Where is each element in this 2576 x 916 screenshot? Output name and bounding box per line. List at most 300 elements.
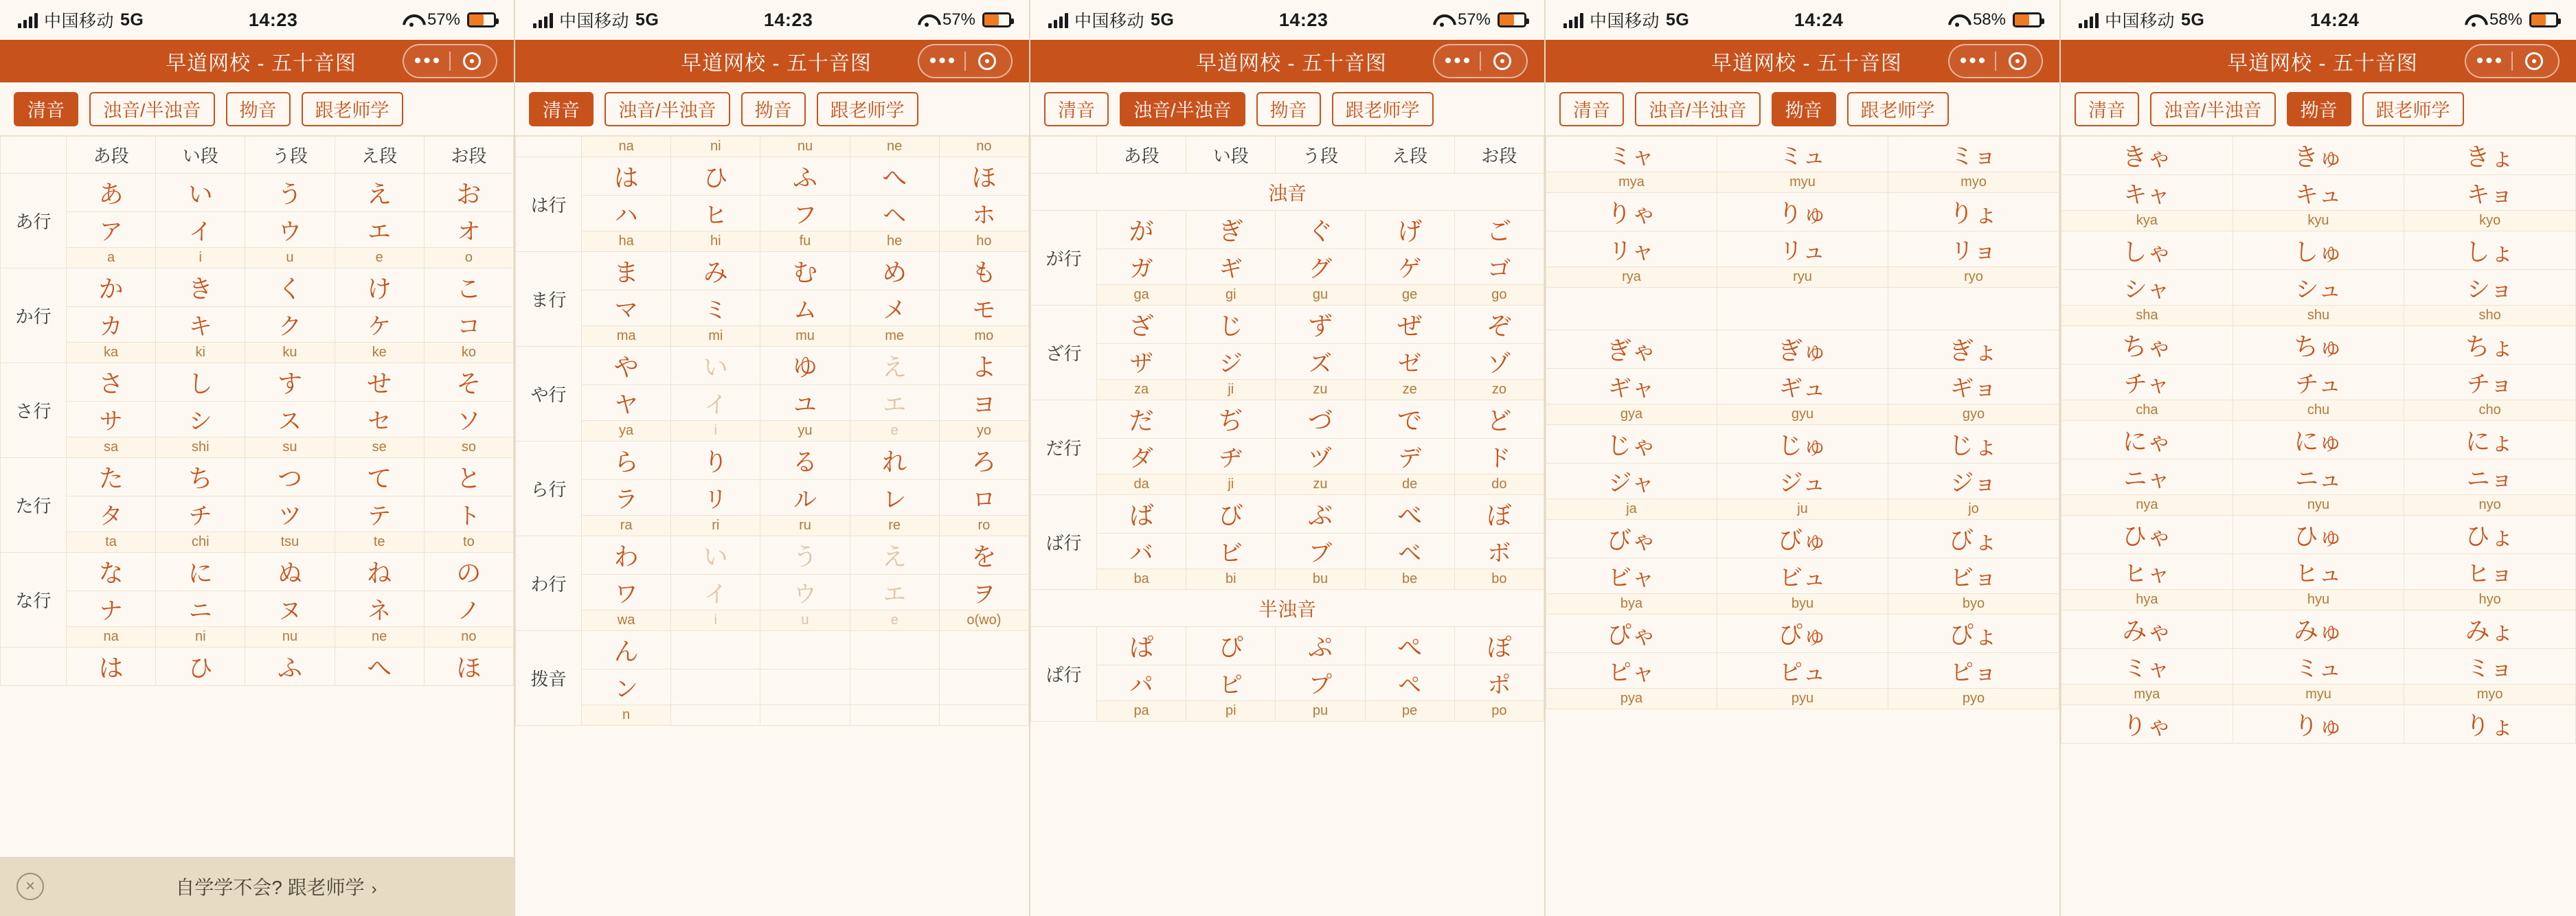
- kana-cell[interactable]: サ: [67, 402, 156, 437]
- kana-cell[interactable]: り: [671, 442, 760, 480]
- romaji-cell: go: [1454, 285, 1544, 306]
- chevron-right-icon: ›: [371, 880, 377, 898]
- kana-cell[interactable]: ぎゃ: [1546, 330, 1717, 369]
- kana-cell[interactable]: わ: [582, 536, 671, 575]
- kana-cell[interactable]: ら: [582, 442, 671, 480]
- tab-teacher[interactable]: 跟老师学: [817, 92, 918, 126]
- kana-cell[interactable]: ポ: [1454, 665, 1544, 701]
- kana-cell[interactable]: キャ: [2061, 175, 2233, 211]
- kana-cell[interactable]: ゼ: [1365, 344, 1454, 380]
- tab-seion[interactable]: 清音: [14, 92, 78, 126]
- table-row: [1546, 137, 2059, 172]
- kana-cell[interactable]: ひょ: [2404, 516, 2576, 554]
- kana-cell[interactable]: ふ: [245, 648, 335, 686]
- kana-cell[interactable]: ち: [156, 458, 245, 496]
- romaji-cell: gu: [1276, 285, 1365, 306]
- kana-cell[interactable]: ぞ: [1454, 306, 1544, 344]
- kana-cell[interactable]: ショ: [2404, 270, 2576, 306]
- kana-cell[interactable]: い: [156, 174, 245, 212]
- kana-cell[interactable]: エ: [850, 575, 939, 610]
- target-icon[interactable]: [2513, 52, 2555, 70]
- kana-cell[interactable]: ノ: [424, 591, 513, 627]
- kana-cell[interactable]: デ: [1365, 439, 1454, 474]
- kana-cell[interactable]: グ: [1276, 249, 1365, 285]
- kana-cell[interactable]: の: [424, 553, 513, 591]
- kana-cell[interactable]: リャ: [1546, 231, 1717, 267]
- kana-cell[interactable]: お: [424, 174, 513, 212]
- kana-cell[interactable]: ザ: [1097, 344, 1186, 380]
- kana-cell[interactable]: ギ: [1186, 249, 1276, 285]
- kana-cell[interactable]: にゅ: [2233, 421, 2404, 459]
- tab-dakuon[interactable]: 浊音/半浊音: [1635, 92, 1761, 126]
- kana-table: [0, 136, 514, 686]
- kana-cell[interactable]: ヘ: [850, 196, 939, 231]
- romaji-cell: hya: [2061, 590, 2233, 610]
- kana-cell[interactable]: ぴゃ: [1546, 615, 1717, 653]
- more-dots-icon[interactable]: •••: [2476, 49, 2505, 72]
- kana-cell[interactable]: い: [671, 347, 760, 385]
- kana-cell[interactable]: ざ: [1097, 306, 1186, 344]
- table-row: [2061, 495, 2576, 516]
- kana-cell[interactable]: え: [850, 347, 939, 385]
- romaji-cell: de: [1365, 474, 1454, 495]
- page-title: 早道网校 - 五十音图: [1711, 52, 1902, 75]
- kana-cell[interactable]: す: [245, 363, 335, 402]
- status-bar: [1030, 0, 1544, 40]
- kana-cell[interactable]: ニ: [156, 591, 245, 627]
- tab-youon[interactable]: 拗音: [1772, 92, 1836, 126]
- kana-cell[interactable]: ぺ: [1365, 627, 1454, 665]
- tab-seion[interactable]: 清音: [1559, 92, 1624, 126]
- kana-cell[interactable]: ヂ: [1186, 439, 1276, 474]
- kana-cell[interactable]: しょ: [2404, 231, 2576, 270]
- empty-cell: [671, 705, 760, 726]
- kana-cell[interactable]: ミュ: [2233, 649, 2404, 685]
- kana-cell[interactable]: ま: [582, 252, 671, 290]
- kana-cell[interactable]: れ: [850, 442, 939, 480]
- kana-cell[interactable]: みょ: [2404, 610, 2576, 649]
- kana-cell[interactable]: で: [1365, 400, 1454, 439]
- kana-cell[interactable]: つ: [245, 458, 335, 496]
- kana-cell[interactable]: ム: [760, 290, 850, 326]
- kana-cell[interactable]: ひ: [156, 648, 245, 686]
- nav-capsule: [1948, 44, 2043, 78]
- more-dots-icon[interactable]: •••: [1959, 49, 1988, 72]
- kana-cell[interactable]: ツ: [245, 496, 335, 532]
- kana-cell[interactable]: び: [1186, 495, 1276, 534]
- kana-cell[interactable]: く: [245, 268, 335, 307]
- kana-cell[interactable]: イ: [671, 575, 760, 610]
- kana-cell[interactable]: ど: [1454, 400, 1544, 439]
- kana-cell[interactable]: も: [939, 252, 1028, 290]
- kana-cell[interactable]: ゆ: [760, 347, 850, 385]
- target-icon[interactable]: [451, 52, 493, 70]
- kana-cell[interactable]: と: [424, 458, 513, 496]
- tab-teacher[interactable]: 跟老师学: [2362, 92, 2464, 126]
- kana-cell[interactable]: ラ: [582, 480, 671, 516]
- kana-cell[interactable]: ミャ: [1546, 137, 1717, 172]
- tab-teacher[interactable]: 跟老师学: [1847, 92, 1949, 126]
- kana-cell[interactable]: は: [582, 157, 671, 196]
- kana-cell[interactable]: る: [760, 442, 850, 480]
- tab-teacher[interactable]: 跟老师学: [302, 92, 403, 126]
- kana-cell[interactable]: ギャ: [1546, 369, 1717, 404]
- kana-cell[interactable]: ガ: [1097, 249, 1186, 285]
- kana-cell[interactable]: ス: [245, 402, 335, 437]
- kana-cell[interactable]: ギュ: [1717, 369, 1888, 404]
- tab-youon[interactable]: 拗音: [226, 92, 291, 126]
- kana-cell[interactable]: ちょ: [2404, 326, 2576, 365]
- kana-cell[interactable]: め: [850, 252, 939, 290]
- kana-cell[interactable]: しゃ: [2061, 231, 2233, 270]
- kana-cell[interactable]: ちゃ: [2061, 326, 2233, 365]
- kana-cell[interactable]: ゴ: [1454, 249, 1544, 285]
- more-dots-icon[interactable]: •••: [414, 49, 442, 72]
- kana-cell[interactable]: ミュ: [1717, 137, 1888, 172]
- kana-cell[interactable]: ケ: [335, 307, 424, 343]
- table-row: [1, 553, 514, 591]
- kana-cell[interactable]: にょ: [2404, 421, 2576, 459]
- kana-cell[interactable]: じょ: [1888, 425, 2059, 463]
- kana-cell[interactable]: チ: [156, 496, 245, 532]
- table-row: [1546, 172, 2059, 193]
- table-row: [516, 421, 1029, 442]
- kana-cell[interactable]: ぎょ: [1888, 330, 2059, 369]
- kana-cell[interactable]: りゅ: [1717, 193, 1888, 231]
- kana-cell[interactable]: か: [67, 268, 156, 307]
- tab-dakuon[interactable]: 浊音/半浊音: [2150, 92, 2276, 126]
- kana-cell[interactable]: た: [67, 458, 156, 496]
- kana-cell[interactable]: ね: [335, 553, 424, 591]
- kana-cell[interactable]: メ: [850, 290, 939, 326]
- kana-cell[interactable]: エ: [850, 385, 939, 421]
- kana-cell[interactable]: い: [671, 536, 760, 575]
- kana-cell[interactable]: ワ: [582, 575, 671, 610]
- kana-cell[interactable]: こ: [424, 268, 513, 307]
- kana-cell[interactable]: ぱ: [1097, 627, 1186, 665]
- romaji-cell: te: [335, 532, 424, 553]
- romaji-cell: i: [671, 421, 760, 442]
- row-head-ma: ま行: [516, 252, 582, 347]
- kana-cell[interactable]: モ: [939, 290, 1028, 326]
- kana-cell[interactable]: びゃ: [1546, 520, 1717, 558]
- kana-cell[interactable]: ダ: [1097, 439, 1186, 474]
- kana-cell[interactable]: ろ: [939, 442, 1028, 480]
- kana-cell[interactable]: ミ: [671, 290, 760, 326]
- kana-cell[interactable]: ソ: [424, 402, 513, 437]
- kana-cell[interactable]: ヒ: [671, 196, 760, 231]
- kana-cell[interactable]: ホ: [939, 196, 1028, 231]
- kana-cell[interactable]: みゅ: [2233, 610, 2404, 649]
- target-icon[interactable]: [966, 52, 1008, 70]
- kana-cell[interactable]: ネ: [335, 591, 424, 627]
- kana-cell[interactable]: み: [671, 252, 760, 290]
- kana-cell[interactable]: りゃ: [2061, 705, 2233, 744]
- table-row: [1546, 499, 2059, 520]
- wifi-icon: [918, 13, 936, 27]
- kana-cell[interactable]: きゃ: [2061, 137, 2233, 175]
- kana-cell[interactable]: チュ: [2233, 365, 2404, 400]
- kana-cell[interactable]: に: [156, 553, 245, 591]
- kana-cell[interactable]: りょ: [2404, 705, 2576, 744]
- kana-cell[interactable]: ユ: [760, 385, 850, 421]
- close-icon[interactable]: ×: [16, 873, 44, 900]
- kana-cell[interactable]: キ: [156, 307, 245, 343]
- kana-board-2[interactable]: [515, 136, 1029, 916]
- kana-cell[interactable]: パ: [1097, 665, 1186, 701]
- kana-cell[interactable]: ジュ: [1717, 463, 1888, 499]
- kana-cell[interactable]: へ: [335, 648, 424, 686]
- kana-cell[interactable]: ほ: [939, 157, 1028, 196]
- kana-cell[interactable]: きょ: [2404, 137, 2576, 175]
- kana-cell[interactable]: あ: [67, 174, 156, 212]
- kana-cell[interactable]: ピュ: [1717, 653, 1888, 689]
- kana-cell[interactable]: ゲ: [1365, 249, 1454, 285]
- kana-cell[interactable]: じゃ: [1546, 425, 1717, 463]
- kana-cell[interactable]: ぎゅ: [1717, 330, 1888, 369]
- kana-cell[interactable]: よ: [939, 347, 1028, 385]
- tab-youon[interactable]: 拗音: [1256, 92, 1321, 126]
- kana-cell[interactable]: カ: [67, 307, 156, 343]
- kana-cell[interactable]: ひゃ: [2061, 516, 2233, 554]
- kana-cell[interactable]: セ: [335, 402, 424, 437]
- kana-board-4[interactable]: [1546, 136, 2059, 916]
- kana-cell[interactable]: ビョ: [1888, 558, 2059, 594]
- kana-cell[interactable]: ん: [582, 631, 671, 669]
- kana-cell[interactable]: う: [245, 174, 335, 212]
- promo-banner[interactable]: [0, 857, 514, 916]
- kana-cell[interactable]: ぜ: [1365, 306, 1454, 344]
- kana-cell[interactable]: し: [156, 363, 245, 402]
- kana-cell[interactable]: シュ: [2233, 270, 2404, 306]
- kana-cell[interactable]: ピャ: [1546, 653, 1717, 689]
- kana-cell[interactable]: にゃ: [2061, 421, 2233, 459]
- kana-cell[interactable]: ペ: [1365, 665, 1454, 701]
- kana-cell[interactable]: ぶ: [1276, 495, 1365, 534]
- romaji-cell: ze: [1365, 380, 1454, 400]
- kana-cell[interactable]: ぬ: [245, 553, 335, 591]
- kana-cell[interactable]: じゅ: [1717, 425, 1888, 463]
- tab-seion[interactable]: 清音: [1044, 92, 1109, 126]
- kana-cell[interactable]: マ: [582, 290, 671, 326]
- kana-cell[interactable]: ひゅ: [2233, 516, 2404, 554]
- kana-cell[interactable]: ミョ: [1888, 137, 2059, 172]
- kana-cell[interactable]: ぴ: [1186, 627, 1276, 665]
- kana-cell[interactable]: ヲ: [939, 575, 1028, 610]
- kana-cell[interactable]: き: [156, 268, 245, 307]
- romaji-cell: yu: [760, 421, 850, 442]
- kana-cell[interactable]: チャ: [2061, 365, 2233, 400]
- kana-cell[interactable]: テ: [335, 496, 424, 532]
- kana-cell[interactable]: ぴょ: [1888, 615, 2059, 653]
- kana-cell[interactable]: キュ: [2233, 175, 2404, 211]
- kana-cell[interactable]: バ: [1097, 534, 1186, 569]
- kana-cell[interactable]: げ: [1365, 211, 1454, 249]
- kana-cell[interactable]: ぢ: [1186, 400, 1276, 439]
- kana-cell[interactable]: が: [1097, 211, 1186, 249]
- tab-dakuon[interactable]: 浊音/半浊音: [89, 92, 215, 126]
- kana-cell[interactable]: ジャ: [1546, 463, 1717, 499]
- tab-seion[interactable]: 清音: [529, 92, 594, 126]
- kana-cell[interactable]: ビ: [1186, 534, 1276, 569]
- kana-cell[interactable]: ぐ: [1276, 211, 1365, 249]
- section-title-handakuon: 半浊音: [1031, 590, 1544, 627]
- kana-cell[interactable]: ニャ: [2061, 459, 2233, 495]
- empty-cell: [939, 631, 1028, 669]
- kana-cell[interactable]: みゃ: [2061, 610, 2233, 649]
- kana-cell[interactable]: ギョ: [1888, 369, 2059, 404]
- kana-cell[interactable]: リ: [671, 480, 760, 516]
- kana-cell[interactable]: ゾ: [1454, 344, 1544, 380]
- kana-cell[interactable]: づ: [1276, 400, 1365, 439]
- kana-cell[interactable]: ル: [760, 480, 850, 516]
- kana-cell[interactable]: へ: [850, 157, 939, 196]
- kana-cell[interactable]: ビュ: [1717, 558, 1888, 594]
- table-row: [516, 669, 1029, 705]
- kana-board-5[interactable]: [2061, 136, 2576, 916]
- kana-cell[interactable]: ア: [67, 212, 156, 248]
- kana-cell[interactable]: さ: [67, 363, 156, 402]
- kana-cell[interactable]: ド: [1454, 439, 1544, 474]
- romaji-cell: ju: [1717, 499, 1888, 520]
- col-head-e: え段: [335, 137, 424, 174]
- kana-cell[interactable]: ヒョ: [2404, 554, 2576, 590]
- kana-cell[interactable]: て: [335, 458, 424, 496]
- kana-cell[interactable]: だ: [1097, 400, 1186, 439]
- kana-board-3[interactable]: [1030, 136, 1544, 916]
- kana-cell[interactable]: ず: [1276, 306, 1365, 344]
- kana-cell[interactable]: じ: [1186, 306, 1276, 344]
- kana-cell[interactable]: ロ: [939, 480, 1028, 516]
- kana-cell[interactable]: ハ: [582, 196, 671, 231]
- tab-dakuon[interactable]: 浊音/半浊音: [1120, 92, 1245, 126]
- kana-cell[interactable]: ナ: [67, 591, 156, 627]
- kana-cell[interactable]: イ: [156, 212, 245, 248]
- kana-cell[interactable]: プ: [1276, 665, 1365, 701]
- kana-cell[interactable]: リョ: [1888, 231, 2059, 267]
- kana-cell[interactable]: ン: [582, 669, 671, 705]
- more-dots-icon[interactable]: •••: [1444, 49, 1473, 72]
- kana-cell[interactable]: え: [850, 536, 939, 575]
- kana-cell[interactable]: は: [67, 648, 156, 686]
- kana-cell[interactable]: ト: [424, 496, 513, 532]
- kana-cell[interactable]: リュ: [1717, 231, 1888, 267]
- kana-cell[interactable]: ジョ: [1888, 463, 2059, 499]
- kana-cell[interactable]: そ: [424, 363, 513, 402]
- col-head-i: い段: [1186, 137, 1276, 174]
- kana-cell[interactable]: ウ: [245, 212, 335, 248]
- tab-youon[interactable]: 拗音: [2287, 92, 2351, 126]
- kana-cell[interactable]: ベ: [1365, 534, 1454, 569]
- kana-cell[interactable]: ニュ: [2233, 459, 2404, 495]
- kana-cell[interactable]: ピョ: [1888, 653, 2059, 689]
- kana-cell[interactable]: りょ: [1888, 193, 2059, 231]
- kana-cell[interactable]: ズ: [1276, 344, 1365, 380]
- kana-cell[interactable]: ク: [245, 307, 335, 343]
- kana-cell[interactable]: ふ: [760, 157, 850, 196]
- kana-cell[interactable]: シャ: [2061, 270, 2233, 306]
- kana-cell[interactable]: びゅ: [1717, 520, 1888, 558]
- kana-cell[interactable]: エ: [335, 212, 424, 248]
- target-icon[interactable]: [1481, 52, 1524, 70]
- kana-cell[interactable]: きゅ: [2233, 137, 2404, 175]
- kana-cell[interactable]: ヨ: [939, 385, 1028, 421]
- kana-cell[interactable]: レ: [850, 480, 939, 516]
- kana-cell[interactable]: せ: [335, 363, 424, 402]
- kana-cell[interactable]: ぷ: [1276, 627, 1365, 665]
- kana-cell[interactable]: な: [67, 553, 156, 591]
- kana-cell[interactable]: べ: [1365, 495, 1454, 534]
- kana-cell[interactable]: キョ: [2404, 175, 2576, 211]
- kana-cell[interactable]: りゅ: [2233, 705, 2404, 744]
- kana-cell[interactable]: え: [335, 174, 424, 212]
- kana-cell[interactable]: コ: [424, 307, 513, 343]
- kana-cell[interactable]: ヅ: [1276, 439, 1365, 474]
- row-head-ba: ば行: [1031, 495, 1097, 590]
- tab-youon[interactable]: 拗音: [741, 92, 806, 126]
- kana-cell[interactable]: ぎ: [1186, 211, 1276, 249]
- kana-cell[interactable]: ビャ: [1546, 558, 1717, 594]
- kana-cell[interactable]: ブ: [1276, 534, 1365, 569]
- kana-cell[interactable]: タ: [67, 496, 156, 532]
- kana-cell[interactable]: け: [335, 268, 424, 307]
- kana-cell[interactable]: ヒャ: [2061, 554, 2233, 590]
- kana-cell[interactable]: ば: [1097, 495, 1186, 534]
- tab-teacher[interactable]: 跟老师学: [1332, 92, 1434, 126]
- kana-cell[interactable]: ぴゅ: [1717, 615, 1888, 653]
- tab-seion[interactable]: 清音: [2075, 92, 2139, 126]
- kana-cell[interactable]: む: [760, 252, 850, 290]
- row-head-a: あ行: [1, 174, 67, 268]
- kana-cell[interactable]: ヌ: [245, 591, 335, 627]
- romaji-cell: pe: [1365, 701, 1454, 722]
- kana-cell[interactable]: ヒュ: [2233, 554, 2404, 590]
- kana-cell[interactable]: う: [760, 536, 850, 575]
- kana-cell[interactable]: ご: [1454, 211, 1544, 249]
- kana-cell[interactable]: ウ: [760, 575, 850, 610]
- empty-cell: [760, 705, 850, 726]
- kana-cell[interactable]: や: [582, 347, 671, 385]
- kana-cell[interactable]: フ: [760, 196, 850, 231]
- kana-cell[interactable]: ぼ: [1454, 495, 1544, 534]
- kana-cell[interactable]: ちゅ: [2233, 326, 2404, 365]
- kana-cell[interactable]: ヤ: [582, 385, 671, 421]
- romaji-cell: byo: [1888, 594, 2059, 615]
- tab-dakuon[interactable]: 浊音/半浊音: [605, 92, 730, 126]
- kana-board-1[interactable]: [0, 136, 514, 916]
- more-dots-icon[interactable]: •••: [929, 49, 958, 72]
- kana-cell[interactable]: シ: [156, 402, 245, 437]
- kana-cell[interactable]: びょ: [1888, 520, 2059, 558]
- kana-cell[interactable]: しゅ: [2233, 231, 2404, 270]
- kana-cell[interactable]: ひ: [671, 157, 760, 196]
- kana-cell[interactable]: チョ: [2404, 365, 2576, 400]
- kana-cell[interactable]: ミャ: [2061, 649, 2233, 685]
- kana-cell[interactable]: ぽ: [1454, 627, 1544, 665]
- target-icon[interactable]: [1996, 52, 2039, 70]
- kana-cell[interactable]: オ: [424, 212, 513, 248]
- kana-cell[interactable]: ミョ: [2404, 649, 2576, 685]
- kana-cell[interactable]: りゃ: [1546, 193, 1717, 231]
- kana-cell[interactable]: ボ: [1454, 534, 1544, 569]
- kana-cell[interactable]: を: [939, 536, 1028, 575]
- kana-cell[interactable]: ニョ: [2404, 459, 2576, 495]
- kana-cell[interactable]: イ: [671, 385, 760, 421]
- kana-cell[interactable]: ジ: [1186, 344, 1276, 380]
- romaji-cell: myu: [2233, 685, 2404, 705]
- kana-cell[interactable]: ほ: [424, 648, 513, 686]
- kana-cell[interactable]: ピ: [1186, 665, 1276, 701]
